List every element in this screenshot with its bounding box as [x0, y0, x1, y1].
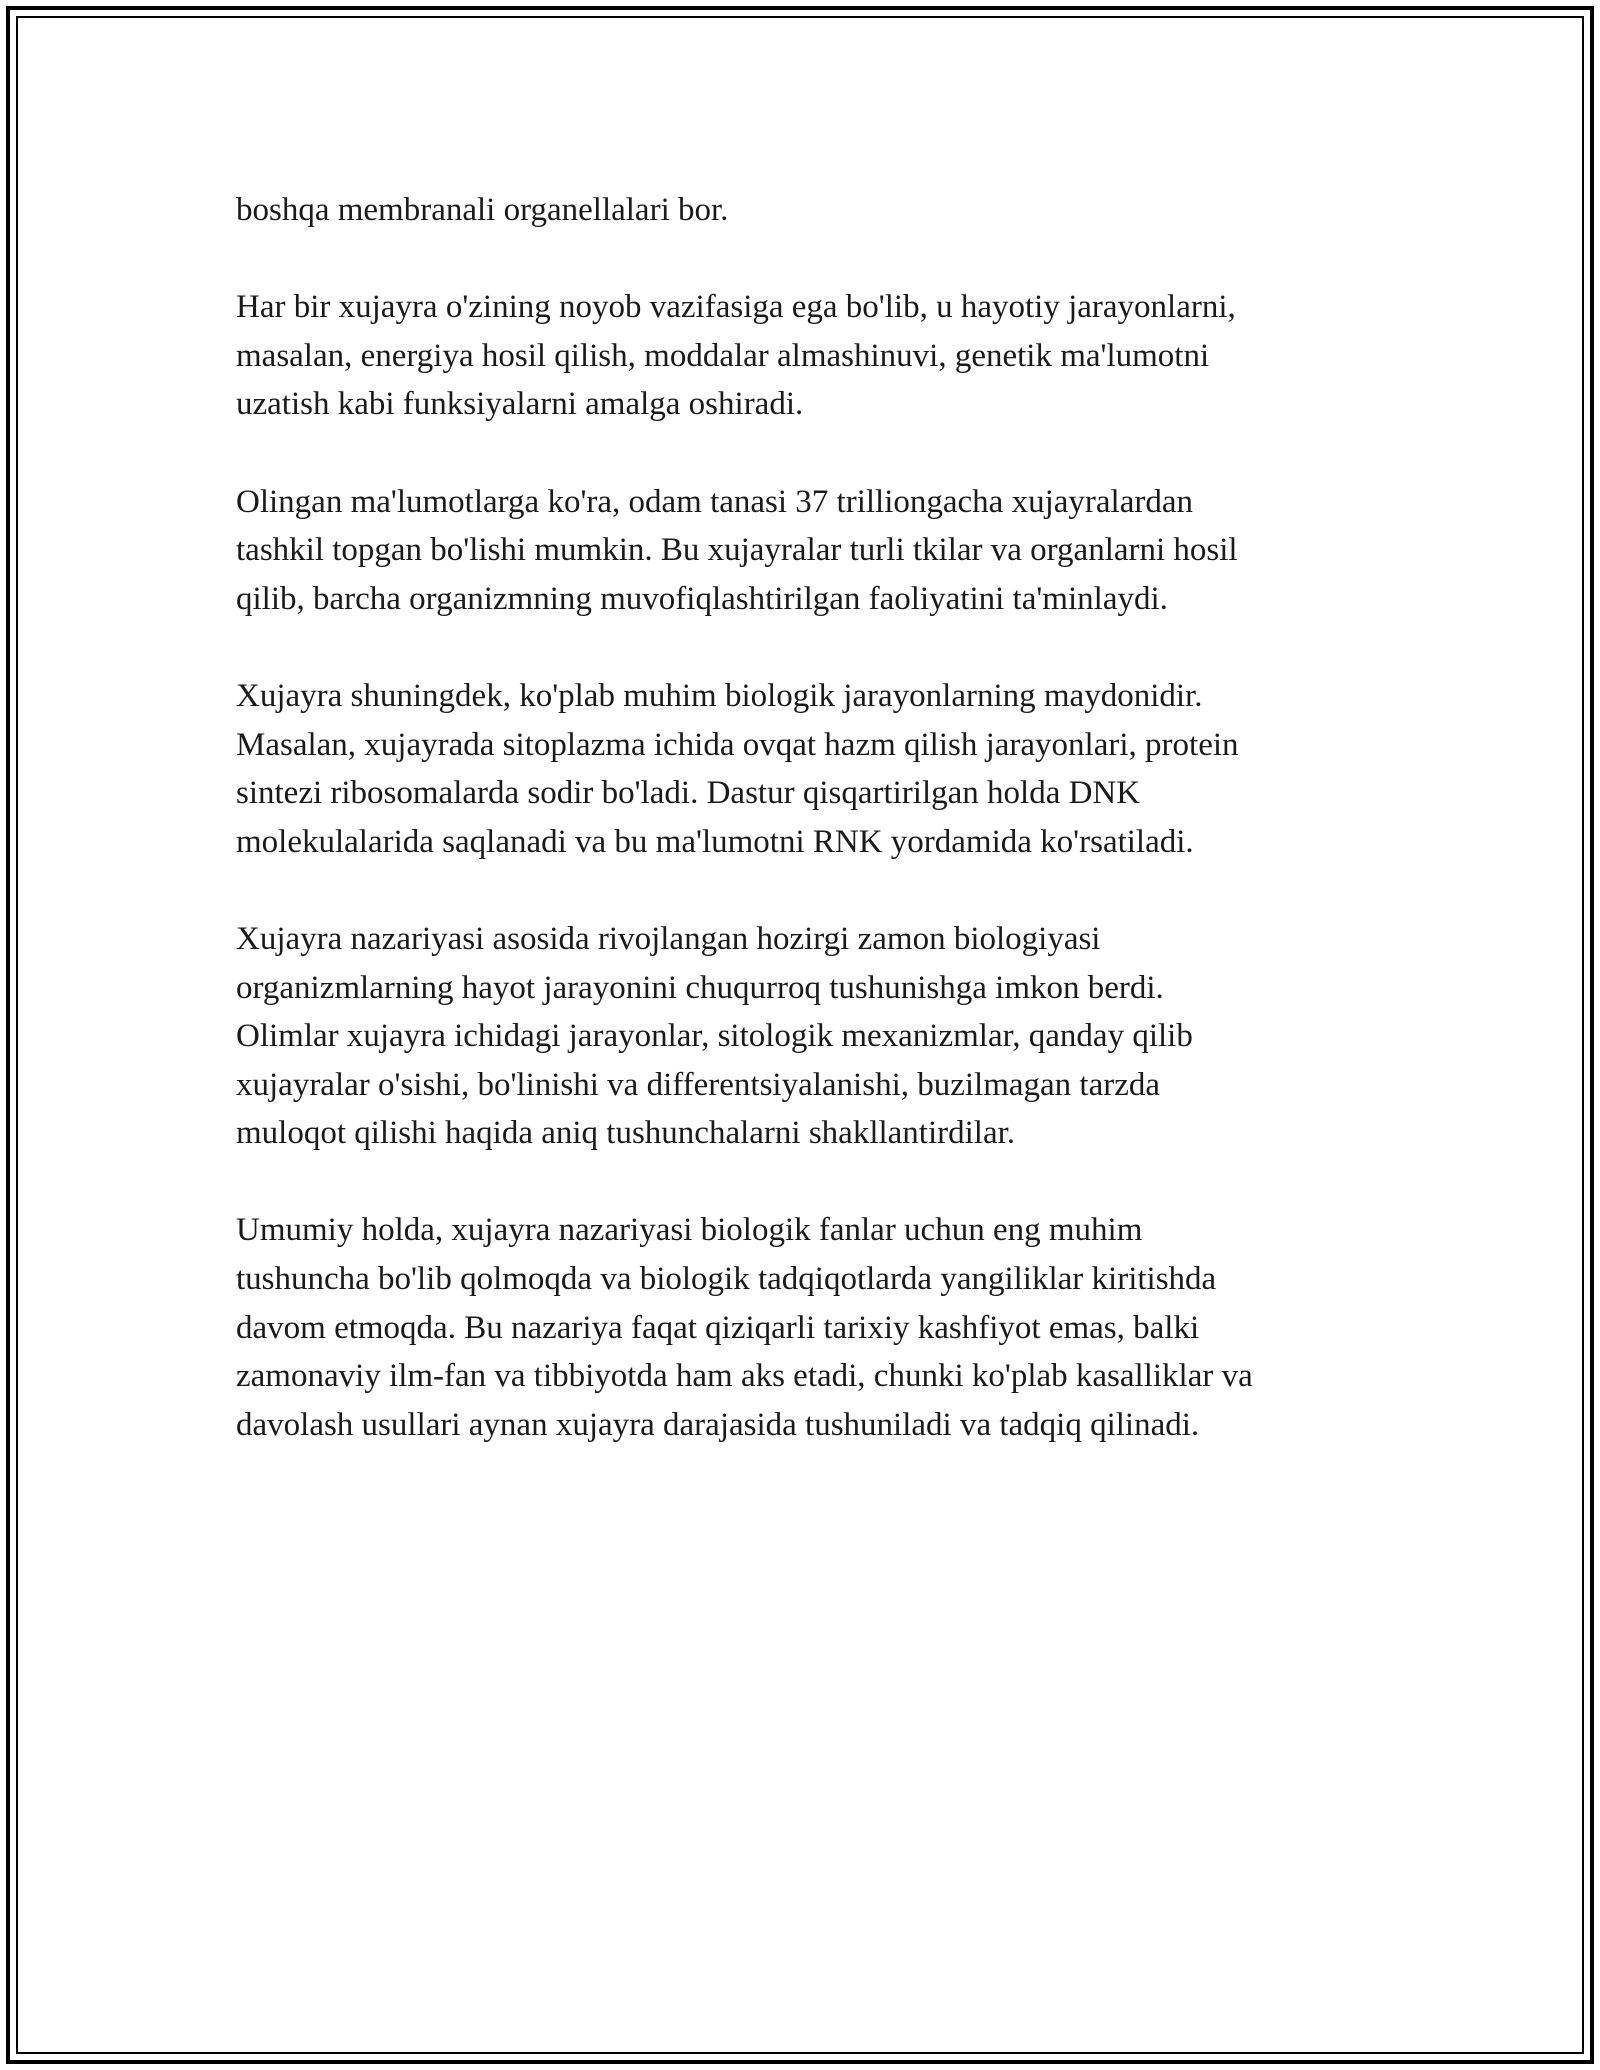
paragraph — [236, 915, 1386, 1158]
paragraph — [236, 672, 1386, 866]
text-line: masalan, energiya hosil qilish, moddalar almashinuvi, genetik ma'lumotni — [236, 337, 1210, 374]
text-line: zamonaviy ilm-fan va tibbiyotda ham aks etadi, chunki ko'plab kasalliklar va — [236, 1358, 1253, 1395]
paragraph — [236, 283, 1386, 429]
text-line: tushuncha bo'lib qolmoqda va biologik tadqiqotlarda yangiliklar kiritishda — [236, 1261, 1217, 1298]
text-line: sintezi ribosomalarda sodir bo'ladi. Dastur qisqartirilgan holda DNK — [236, 775, 1141, 812]
paragraph — [236, 186, 1386, 235]
text-line: boshqa membranali organellalari bor. — [236, 192, 729, 228]
text-line: Olimlar xujayra ichidagi jarayonlar, sitologik mexanizmlar, qanday qilib — [236, 1018, 1193, 1055]
text-line: Masalan, xujayrada sitoplazma ichida ovqat hazm qilish jarayonlari, protein — [236, 726, 1239, 763]
text-line: Umumiy holda, xujayra nazariyasi biologik fanlar uchun eng muhim — [236, 1212, 1143, 1249]
text-line: qilib, barcha organizmning muvofiqlashtirilgan faoliyatini ta'minlaydi. — [236, 580, 1168, 617]
text-line: molekulalarida saqlanadi va bu ma'lumotni RNK yordamida ko'rsatiladi. — [236, 823, 1194, 860]
text-line: Har bir xujayra o'zining noyob vazifasiga ega bo'lib, u hayotiy jarayonlarni, — [236, 289, 1236, 326]
text-line: davom etmoqda. Bu nazariya faqat qiziqarli tarixiy kashfiyot emas, balki — [236, 1309, 1200, 1346]
text-line: xujayralar o'sishi, bo'linishi va differentsiyalanishi, buzilmagan tarzda — [236, 1066, 1161, 1103]
text-line: Xujayra nazariyasi asosida rivojlangan hozirgi zamon biologiyasi — [236, 920, 1101, 957]
text-line: organizmlarning hayot jarayonini chuqurroq tushunishga imkon berdi. — [236, 969, 1164, 1006]
text-line: Xujayra shuningdek, ko'plab muhim biologik jarayonlarning maydonidir. — [236, 677, 1203, 714]
paragraph — [236, 1206, 1386, 1449]
text-line: uzatish kabi funksiyalarni amalga oshiradi. — [236, 386, 804, 423]
text-line: muloqot qilishi haqida aniq tushunchalarni shakllantirdilar. — [236, 1115, 1016, 1152]
paragraph — [236, 478, 1386, 624]
document-body — [236, 186, 1386, 1498]
text-line: davolash usullari aynan xujayra darajasida tushuniladi va tadqiq qilinadi. — [236, 1406, 1200, 1443]
text-line: tashkil topgan bo'lishi mumkin. Bu xujayralar turli tkilar va organlarni hosil — [236, 532, 1238, 569]
text-line: Olingan ma'lumotlarga ko'ra, odam tanasi 37 trilliongacha xujayralardan — [236, 483, 1193, 520]
